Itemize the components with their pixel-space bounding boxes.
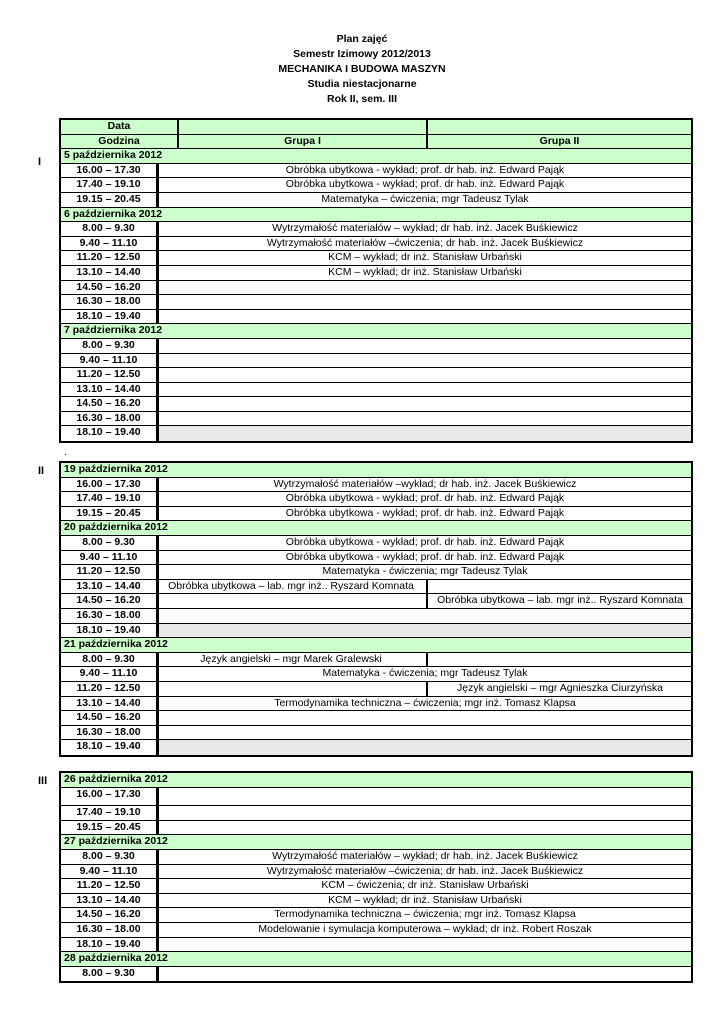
class-entry: KCM – ćwiczenia; dr inż. Stanisław Urbański	[321, 879, 529, 892]
column-divider	[177, 120, 179, 134]
block-number: II	[38, 465, 45, 477]
schedule-row	[61, 624, 691, 639]
class-entry: Termodynamika techniczna – ćwiczenia; mgr inż. Tomasz Klapsa	[274, 908, 576, 921]
time-slot: 14.50 – 16.20	[61, 397, 159, 411]
schedule-row	[61, 653, 691, 668]
schedule-row	[61, 682, 691, 697]
block-number: I	[38, 156, 42, 168]
program: MECHANIKA I BUDOWA MASZYN	[278, 63, 446, 75]
class-entry	[159, 967, 691, 982]
class-entry: Obróbka ubytkowa - wykład; prof. dr hab. inż. Edward Pająk	[285, 550, 565, 563]
date-row: 6 października 2012	[61, 208, 691, 223]
header-row-godzina	[61, 135, 691, 150]
column-data-label: Data	[107, 120, 131, 132]
class-entry: KCM – wykład; dr inż. Stanisław Urbański	[328, 251, 522, 264]
time-slot: 11.20 – 12.50	[61, 368, 159, 382]
time-slot: 9.40 – 11.10	[61, 237, 159, 251]
class-entry: Modelowanie i symulacja komputerowa – wykład; dr inż. Robert Roszak	[258, 922, 592, 935]
schedule-row	[61, 222, 691, 237]
schedule-row	[61, 412, 691, 427]
schedule-row	[61, 310, 691, 325]
schedule-row	[61, 507, 691, 522]
class-entry: Wytrzymałość materiałów – wykład; dr hab. inż. Jacek Buśkiewicz	[272, 222, 578, 235]
time-slot: 13.10 – 14.40	[61, 697, 159, 711]
class-entry	[159, 788, 691, 806]
time-slot: 9.40 – 11.10	[61, 551, 159, 565]
class-entry: Obróbka ubytkowa - wykład; prof. dr hab. inż. Edward Pająk	[285, 178, 565, 191]
time-slot: 18.10 – 19.40	[61, 938, 159, 952]
dot-mark: .	[64, 447, 67, 458]
class-entry	[159, 740, 691, 755]
time-slot: 8.00 – 9.30	[61, 653, 159, 667]
time-slot: 16.30 – 18.00	[61, 412, 159, 426]
time-slot: 16.00 – 17.30	[61, 164, 159, 178]
class-entry: Matematyka - ćwiczenia; mgr Tadeusz Tylak	[322, 667, 528, 680]
time-slot: 16.00 – 17.30	[61, 788, 159, 806]
schedule-row	[61, 594, 691, 609]
schedule-row	[61, 565, 691, 580]
schedule-row	[61, 266, 691, 281]
date-row: 7 października 2012	[61, 324, 691, 339]
schedule-row	[61, 711, 691, 726]
schedule-row	[61, 339, 691, 354]
time-slot: 18.10 – 19.40	[61, 426, 159, 441]
schedule-row	[61, 281, 691, 296]
schedule-table	[59, 461, 693, 757]
group1-class: Obróbka ubytkowa – lab. mgr inż.. Ryszard Komnata	[168, 579, 414, 592]
time-slot: 11.20 – 12.50	[61, 682, 159, 696]
class-entry: Obróbka ubytkowa - wykład; prof. dr hab. inż. Edward Pająk	[285, 506, 565, 519]
schedule-row	[61, 383, 691, 398]
time-slot: 13.10 – 14.40	[61, 383, 159, 397]
time-slot: 19.15 – 20.45	[61, 193, 159, 207]
time-slot: 17.40 – 19.10	[61, 178, 159, 192]
schedule-row	[61, 609, 691, 624]
class-entry: Matematyka – ćwiczenia; mgr Tadeusz Tylak	[321, 192, 529, 205]
date-row: 19 października 2012	[61, 463, 691, 478]
schedule-row	[61, 193, 691, 208]
class-entry	[159, 726, 691, 740]
date-row: 27 października 2012	[61, 835, 691, 850]
schedule-table	[59, 771, 693, 983]
semester: Semestr Izimowy 2012/2013	[293, 48, 431, 60]
class-entry	[159, 295, 691, 309]
class-entry	[159, 339, 691, 353]
class-entry	[159, 397, 691, 411]
schedule-row	[61, 879, 691, 894]
time-slot: 17.40 – 19.10	[61, 806, 159, 820]
class-entry: Wytrzymałość materiałów –ćwiczenia; dr hab. inż. Jacek Buśkiewicz	[266, 864, 584, 877]
time-slot: 13.10 – 14.40	[61, 580, 159, 594]
schedule-row	[61, 740, 691, 755]
time-slot: 14.50 – 16.20	[61, 908, 159, 922]
schedule-table	[59, 118, 693, 443]
schedule-row	[61, 894, 691, 909]
time-slot: 16.00 – 17.30	[61, 478, 159, 492]
time-slot: 16.30 – 18.00	[61, 726, 159, 740]
time-slot: 13.10 – 14.40	[61, 266, 159, 280]
schedule-row	[61, 697, 691, 712]
column-grupa1-label: Grupa I	[284, 134, 321, 147]
class-entry	[159, 383, 691, 397]
group-divider	[426, 682, 428, 696]
date-row: 5 października 2012	[61, 149, 691, 164]
schedule-row	[61, 368, 691, 383]
class-entry: Termodynamika techniczna – ćwiczenia; mgr inż. Tomasz Klapsa	[274, 696, 576, 709]
column-grupa2-label: Grupa II	[539, 134, 580, 147]
group2-class	[429, 580, 691, 594]
class-entry: Matematyka - ćwiczenia; mgr Tadeusz Tylak	[322, 565, 528, 578]
group2-class: Obróbka ubytkowa – lab. mgr inż.. Ryszard Komnata	[437, 594, 683, 607]
class-entry	[159, 711, 691, 725]
schedule-row	[61, 295, 691, 310]
time-slot: 8.00 – 9.30	[61, 536, 159, 550]
schedule-row	[61, 178, 691, 193]
schedule-row	[61, 536, 691, 551]
time-slot: 11.20 – 12.50	[61, 565, 159, 579]
time-slot: 19.15 – 20.45	[61, 821, 159, 835]
class-entry: KCM – wykład; dr inż. Stanisław Urbański	[328, 893, 522, 906]
year-semester: Rok II, sem. III	[326, 93, 398, 105]
time-slot: 9.40 – 11.10	[61, 667, 159, 681]
schedule-row	[61, 478, 691, 493]
time-slot: 14.50 – 16.20	[61, 711, 159, 725]
time-slot: 11.20 – 12.50	[61, 879, 159, 893]
class-entry	[159, 806, 691, 820]
class-entry	[159, 354, 691, 368]
time-slot: 8.00 – 9.30	[61, 850, 159, 864]
class-entry	[159, 821, 691, 835]
schedule-row	[61, 492, 691, 507]
group1-class: Język angielski – mgr Marek Gralewski	[200, 652, 382, 665]
class-entry	[159, 609, 691, 623]
class-entry: Obróbka ubytkowa - wykład; prof. dr hab. inż. Edward Pająk	[285, 163, 565, 176]
column-godzina-label: Godzina	[98, 134, 140, 147]
time-slot: 18.10 – 19.40	[61, 310, 159, 324]
schedule-row	[61, 865, 691, 880]
time-slot: 16.30 – 18.00	[61, 609, 159, 623]
time-slot: 17.40 – 19.10	[61, 492, 159, 506]
study-mode: Studia niestacjonarne	[307, 78, 417, 90]
schedule-row	[61, 821, 691, 836]
class-entry: KCM – wykład; dr inż. Stanisław Urbański	[328, 265, 522, 278]
group-divider	[426, 594, 428, 608]
schedule-row	[61, 850, 691, 865]
time-slot: 8.00 – 9.30	[61, 339, 159, 353]
date-row: 21 października 2012	[61, 638, 691, 653]
class-entry: Wytrzymałość materiałów –ćwiczenia; dr hab. inż. Jacek Buśkiewicz	[266, 236, 584, 249]
time-slot: 8.00 – 9.30	[61, 222, 159, 236]
schedule-row	[61, 164, 691, 179]
time-slot: 14.50 – 16.20	[61, 281, 159, 295]
group1-class	[159, 682, 423, 696]
schedule-row	[61, 788, 691, 807]
time-slot: 9.40 – 11.10	[61, 865, 159, 879]
block-number: III	[38, 775, 48, 787]
schedule-row	[61, 237, 691, 252]
time-slot: 18.10 – 19.40	[61, 740, 159, 755]
class-entry: Obróbka ubytkowa - wykład; prof. dr hab. inż. Edward Pająk	[285, 535, 565, 548]
time-slot: 11.20 – 12.50	[61, 251, 159, 265]
date-row: 20 października 2012	[61, 521, 691, 536]
group2-class: Język angielski – mgr Agnieszka Ciurzyńska	[456, 681, 663, 694]
group-divider	[426, 580, 428, 594]
header-row-data	[61, 120, 691, 135]
time-slot: 9.40 – 11.10	[61, 354, 159, 368]
title: Plan zajęć	[336, 33, 388, 45]
class-entry	[159, 426, 691, 441]
column-divider	[426, 120, 428, 134]
class-entry	[159, 310, 691, 324]
time-slot: 18.10 – 19.40	[61, 624, 159, 638]
time-slot: 13.10 – 14.40	[61, 894, 159, 908]
class-entry: Wytrzymałość materiałów –wykład; dr hab. inż. Jacek Buśkiewicz	[273, 477, 577, 490]
date-row: 28 października 2012	[61, 952, 691, 967]
schedule-row	[61, 551, 691, 566]
schedule-row	[61, 580, 691, 595]
class-entry	[159, 281, 691, 295]
group-divider	[426, 653, 428, 667]
time-slot: 8.00 – 9.30	[61, 967, 159, 982]
schedule-row	[61, 667, 691, 682]
group1-class	[159, 594, 423, 608]
schedule-row	[61, 251, 691, 266]
class-entry: Wytrzymałość materiałów – wykład; dr hab. inż. Jacek Buśkiewicz	[272, 849, 578, 862]
schedule-row	[61, 908, 691, 923]
class-entry	[159, 368, 691, 382]
class-entry	[159, 624, 691, 638]
schedule-row	[61, 923, 691, 938]
time-slot: 19.15 – 20.45	[61, 507, 159, 521]
schedule-row	[61, 426, 691, 441]
class-entry: Obróbka ubytkowa - wykład; prof. dr hab. inż. Edward Pająk	[285, 492, 565, 505]
schedule-row	[61, 806, 691, 821]
time-slot: 16.30 – 18.00	[61, 295, 159, 309]
group2-class	[429, 653, 691, 667]
schedule-row	[61, 397, 691, 412]
schedule-row	[61, 726, 691, 741]
time-slot: 16.30 – 18.00	[61, 923, 159, 937]
date-row: 26 października 2012	[61, 773, 691, 788]
class-entry	[159, 412, 691, 426]
time-slot: 14.50 – 16.20	[61, 594, 159, 608]
class-entry	[159, 938, 691, 952]
schedule-row	[61, 967, 691, 982]
schedule-row	[61, 354, 691, 369]
schedule-row	[61, 938, 691, 953]
